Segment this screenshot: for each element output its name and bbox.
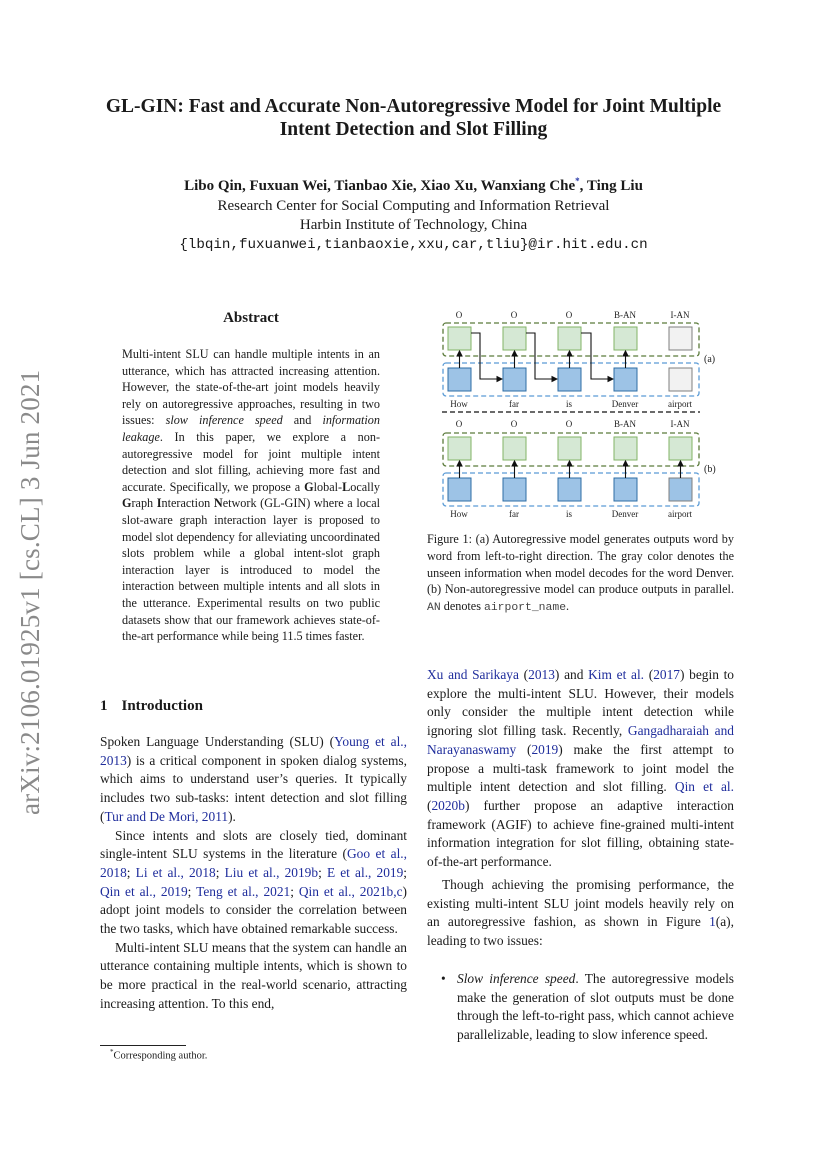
author-block	[60, 172, 767, 255]
slot-label: O	[565, 310, 573, 320]
paper-title	[60, 95, 767, 141]
acronym-letter: I	[156, 496, 162, 511]
acronym-letter: G	[304, 479, 314, 494]
abstract-text: and	[282, 413, 323, 428]
citation-link[interactable]: E et al., 2019	[326, 864, 404, 880]
panel-label-a: (a)	[704, 354, 716, 365]
authors-text-tail: , Ting Liu	[579, 178, 643, 194]
unseen-decoder-cell	[669, 327, 692, 350]
title-line-1: GL-GIN: Fast and Accurate Non-Autoregressive Model for Joint Multiple	[105, 96, 722, 117]
unseen-encoder-cell	[669, 368, 692, 391]
intro-right-column	[427, 666, 734, 872]
abstract-text: lobal-	[313, 479, 343, 494]
input-word: How	[450, 399, 468, 409]
title-line-2: Intent Detection and Slot Filling	[279, 119, 548, 140]
issues-list	[441, 970, 734, 1045]
separator: ;	[126, 864, 136, 880]
citation-year-link[interactable]: 2013	[528, 667, 555, 682]
footnote-rule	[100, 1045, 186, 1046]
list-item-emphasis: Slow inference speed	[457, 971, 576, 986]
decoder-cell	[558, 437, 581, 460]
input-word: airport	[668, 509, 692, 519]
citation-link[interactable]: Xu and Sarikaya	[427, 667, 519, 682]
encoder-cell	[503, 368, 526, 391]
input-word: is	[565, 509, 573, 519]
footnote-mark: *	[110, 1048, 114, 1056]
decoder-cell	[448, 437, 471, 460]
intro-paragraph-4: Xu and Sarikaya (2013) and Kim et al. (2017) begin to explore the multi-intent SLU. However, their models only consider the multiple intent detection while ignoring slot filling task. Recently, Gangadharaiah and Narayanaswamy (2019) make the first attempt to propose a multi-task framework to joint model the multiple intent detection and slot filling. Qin et al. (2020b) further propose an adaptive interaction framework (AGIF) to achieve fine-grained multi-intent information integration for slot filling, obtaining state-of-the-art performance.	[427, 667, 735, 870]
authors-text: Libo Qin, Fuxuan Wei, Tianbao Xie, Xiao Xu, Wanxiang Che	[184, 178, 576, 194]
slot-label: I-AN	[670, 419, 690, 429]
text: and	[559, 667, 589, 682]
decoder-cell	[614, 327, 637, 350]
figure-panel-b	[443, 419, 716, 519]
input-word: Denver	[611, 509, 639, 519]
encoder-cell	[558, 368, 581, 391]
citation-link[interactable]: Teng et al., 2021	[196, 883, 291, 899]
acronym-letter: G	[122, 496, 132, 511]
citation-link[interactable]: Qin et al.	[674, 779, 734, 795]
affiliation-2: Harbin Institute of Technology, China	[299, 217, 528, 233]
caption-code: airport_name	[484, 602, 567, 615]
list-item	[441, 970, 734, 1045]
author-names	[60, 172, 767, 197]
figure-ref-link[interactable]: 1	[709, 914, 716, 930]
text: further propose an adaptive interaction framework (AGIF) to achieve fine-grained multi-intent information integration for slot filling, obtaining state-of-the-art performance.	[427, 797, 734, 870]
citation-link[interactable]: Tur and De Mori, 2011	[104, 808, 229, 824]
text: Though achieving the promising performance, the existing multi-intent SLU joint models heavily rely on an autoregressive fashion, as shown in Figure	[427, 877, 734, 930]
figure-1-caption	[427, 531, 734, 617]
encoder-cell	[503, 478, 526, 501]
slot-label: O	[510, 310, 518, 320]
footnote-text: Corresponding author.	[113, 1050, 208, 1062]
citation-link[interactable]: Qin et al., 2019	[100, 883, 188, 899]
citation-link[interactable]: Gangadharaiah and Narayanaswamy	[427, 723, 734, 757]
section-number: 1	[100, 698, 108, 714]
panel-label-b: (b)	[704, 464, 716, 475]
decoder-cell	[558, 327, 581, 350]
bullet-icon: •	[441, 971, 446, 986]
encoder-cell	[448, 478, 471, 501]
abstract-text: etwork (GL-GIN) where a local slot-aware graph interaction layer is proposed to model slot dependency for alleviating uncoordinated slots problem while a global intent-slot graph interaction layer is introduced to model the interaction between multiple intents and all slots in the utterance. Experimental results on two public datasets show that our framework achieves state-of-the-art performance while being 11.5 times faster.	[122, 496, 381, 644]
text: ).	[228, 808, 236, 824]
acronym-letter: L	[342, 479, 351, 494]
slot-label: O	[455, 419, 463, 429]
encoder-cell	[614, 478, 637, 501]
input-word: airport	[668, 399, 692, 409]
slot-label: O	[455, 310, 463, 320]
abstract-emphasis: slow inference speed	[165, 413, 283, 428]
acronym-letter: N	[213, 496, 223, 511]
figure-panel-a	[443, 310, 715, 409]
citation-year-link[interactable]: 2020b	[431, 797, 465, 813]
separator: ;	[187, 883, 197, 899]
section-title: Introduction	[121, 698, 203, 714]
citation-link[interactable]: Li et al., 2018	[135, 864, 216, 880]
decoder-cell	[503, 327, 526, 350]
footnote	[110, 1048, 207, 1062]
intro-right-column-2	[427, 876, 734, 951]
author-emails: {lbqin,fuxuanwei,tianbaoxie,xxu,car,tliu}@ir.hit.edu.cn	[179, 236, 648, 253]
separator: ;	[290, 883, 299, 899]
figure-1-diagram	[430, 305, 730, 525]
text: begin to explore the multi-intent SLU. However, their models only consider the multiple intent detection while ignoring slot filling task. Recently,	[427, 667, 735, 739]
text: Since intents and slots are closely tied, dominant single-intent SLU systems in the literature (	[100, 827, 407, 862]
intro-paragraph-3: Multi-intent SLU means that the system can handle an utterance containing multiple intents, which is shown to be more practical in the real-world scenario, attracting increasing attention. To this end,	[100, 939, 407, 1011]
abstract-text: raph	[131, 496, 157, 511]
slot-label: B-AN	[614, 419, 636, 429]
encoder-cell	[669, 478, 692, 501]
corresponding-author-mark[interactable]: *	[575, 176, 580, 186]
citation-link[interactable]: Qin et al., 2021b,c	[298, 883, 403, 899]
text: ) is a critical component in spoken dialog systems, which aims to understand user’s queries. It typically includes two sub-tasks: intent detection and slot filling (	[100, 752, 407, 824]
encoder-cell	[448, 368, 471, 391]
slot-label: O	[565, 419, 573, 429]
abstract-body	[122, 346, 380, 645]
intro-paragraph-1	[100, 733, 407, 827]
encoder-cell	[614, 368, 637, 391]
affiliation-1: Research Center for Social Computing and Information Retrieval	[217, 197, 610, 214]
list-item-body: . The autoregressive models make the generation of slot outputs must be done through the left-to-right pass, which cannot achieve parallelizable, leading to slow inference speed.	[457, 971, 735, 1043]
intro-paragraph-2	[100, 827, 407, 939]
intro-left-column	[100, 733, 407, 1014]
decoder-cell	[669, 437, 692, 460]
text: make the first attempt to propose a multi-task framework to joint model the multiple intent detection and slot filling.	[427, 741, 734, 795]
separator: ;	[403, 864, 408, 880]
input-word: How	[450, 509, 468, 519]
abstract-text: ocally	[350, 479, 380, 494]
input-word: Denver	[611, 399, 639, 409]
slot-label: I-AN	[670, 310, 690, 320]
encoder-cell	[558, 478, 581, 501]
citation-link[interactable]: Young et al., 2013	[100, 734, 407, 768]
intro-paragraph-5	[427, 876, 734, 951]
input-word: far	[509, 399, 519, 409]
separator: ;	[215, 864, 225, 880]
abstract-heading: Abstract	[223, 310, 279, 326]
separator: ;	[318, 864, 327, 880]
decoder-cell	[614, 437, 637, 460]
caption-text: .	[566, 599, 570, 614]
decoder-cell	[503, 437, 526, 460]
citation-link[interactable]: Kim et al.	[588, 667, 645, 682]
input-word: is	[565, 399, 573, 409]
abstract-emphasis: information leakage	[122, 413, 380, 444]
abstract-text: Multi-intent SLU can handle multiple intents in an utterance, which has attracted increasing attention. However, the state-of-the-art joint models heavily rely on autoregressive approaches, resulting in two issues:	[122, 347, 380, 428]
slot-label: B-AN	[614, 310, 636, 320]
arxiv-stamp: arXiv:2106.01925v1 [cs.CL] 3 Jun 2021	[15, 369, 45, 815]
text: ) adopt joint models to consider the correlation between the two tasks, which have obtained remarkable success.	[100, 883, 408, 937]
slot-label: O	[510, 419, 518, 429]
text: Spoken Language Understanding (SLU) (	[100, 734, 335, 749]
caption-text: denotes	[440, 599, 484, 614]
citation-link[interactable]: Goo et al., 2018	[100, 846, 407, 880]
citation-year-link[interactable]: 2019	[531, 741, 559, 757]
decoder-cell	[448, 327, 471, 350]
caption-text: Figure 1: (a) Autoregressive model generates outputs word by word from left-to-right direction. The gray color denotes the unseen information when model decodes for the word Denver. (b) Non-autoregressive model can produce outputs in parallel.	[427, 532, 734, 597]
abstract-text: . In this paper, we explore a non-autoregressive model for joint multiple intent detection and slot filling, achieving more fast and accurate. Specifically, we propose a	[122, 429, 380, 494]
section-heading-introduction	[100, 698, 203, 715]
text: (a), leading to two issues:	[427, 914, 734, 949]
abstract-text: nteraction	[161, 496, 214, 511]
input-word: far	[509, 509, 519, 519]
citation-year-link[interactable]: 2017	[653, 667, 680, 682]
caption-code: AN	[427, 602, 441, 615]
list-item-text	[457, 970, 734, 1045]
citation-link[interactable]: Liu et al., 2019b	[224, 864, 319, 880]
